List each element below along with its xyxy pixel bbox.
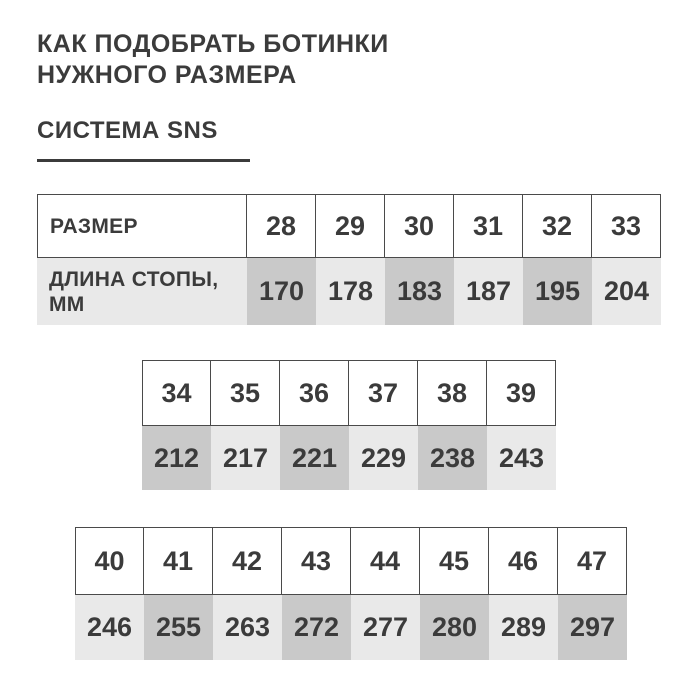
size-cell: 34 [142,360,211,426]
size-cell: 30 [385,194,454,258]
length-cell: 272 [282,595,351,660]
size-cell: 33 [592,194,661,258]
length-value-row [75,595,627,660]
length-cell: 195 [523,258,592,325]
length-cell: 280 [420,595,489,660]
length-cell: 170 [247,258,316,325]
size-cell: 43 [282,527,351,595]
size-cell: 35 [211,360,280,426]
size-table-2 [142,360,556,490]
length-cell: 243 [487,426,556,490]
page-title-line-1: КАК ПОДОБРАТЬ БОТИНКИ [37,30,389,58]
size-table-3 [75,527,627,660]
length-cell: 297 [558,595,627,660]
length-cell: 277 [351,595,420,660]
length-cell: 255 [144,595,213,660]
size-table-1 [37,194,661,325]
length-value-row [37,258,661,325]
size-header-row [142,360,556,426]
size-cell: 31 [454,194,523,258]
size-cell: 42 [213,527,282,595]
size-cell: 46 [489,527,558,595]
size-cell: 39 [487,360,556,426]
length-cell: 246 [75,595,144,660]
length-value-row [142,426,556,490]
size-row-label: РАЗМЕР [37,194,247,258]
page-title [37,29,389,91]
size-cell: 38 [418,360,487,426]
length-cell: 289 [489,595,558,660]
size-cell: 36 [280,360,349,426]
length-cell: 263 [213,595,282,660]
size-cell: 40 [75,527,144,595]
length-cell: 238 [418,426,487,490]
length-cell: 183 [385,258,454,325]
size-cell: 44 [351,527,420,595]
size-cell: 45 [420,527,489,595]
size-header-row [75,527,627,595]
size-cell: 41 [144,527,213,595]
length-cell: 221 [280,426,349,490]
length-cell: 229 [349,426,418,490]
size-cell: 37 [349,360,418,426]
size-cell: 29 [316,194,385,258]
page-title-line-2: НУЖНОГО РАЗМЕРА [37,61,297,89]
length-cell: 217 [211,426,280,490]
length-cell: 204 [592,258,661,325]
length-cell: 212 [142,426,211,490]
system-subtitle: СИСТЕМА SNS [37,117,218,144]
length-cell: 187 [454,258,523,325]
size-header-row [37,194,661,258]
size-cell: 47 [558,527,627,595]
length-row-label: ДЛИНА СТОПЫ, ММ [37,258,247,325]
size-cell: 28 [247,194,316,258]
size-cell: 32 [523,194,592,258]
subtitle-underline [37,159,250,162]
length-cell: 178 [316,258,385,325]
